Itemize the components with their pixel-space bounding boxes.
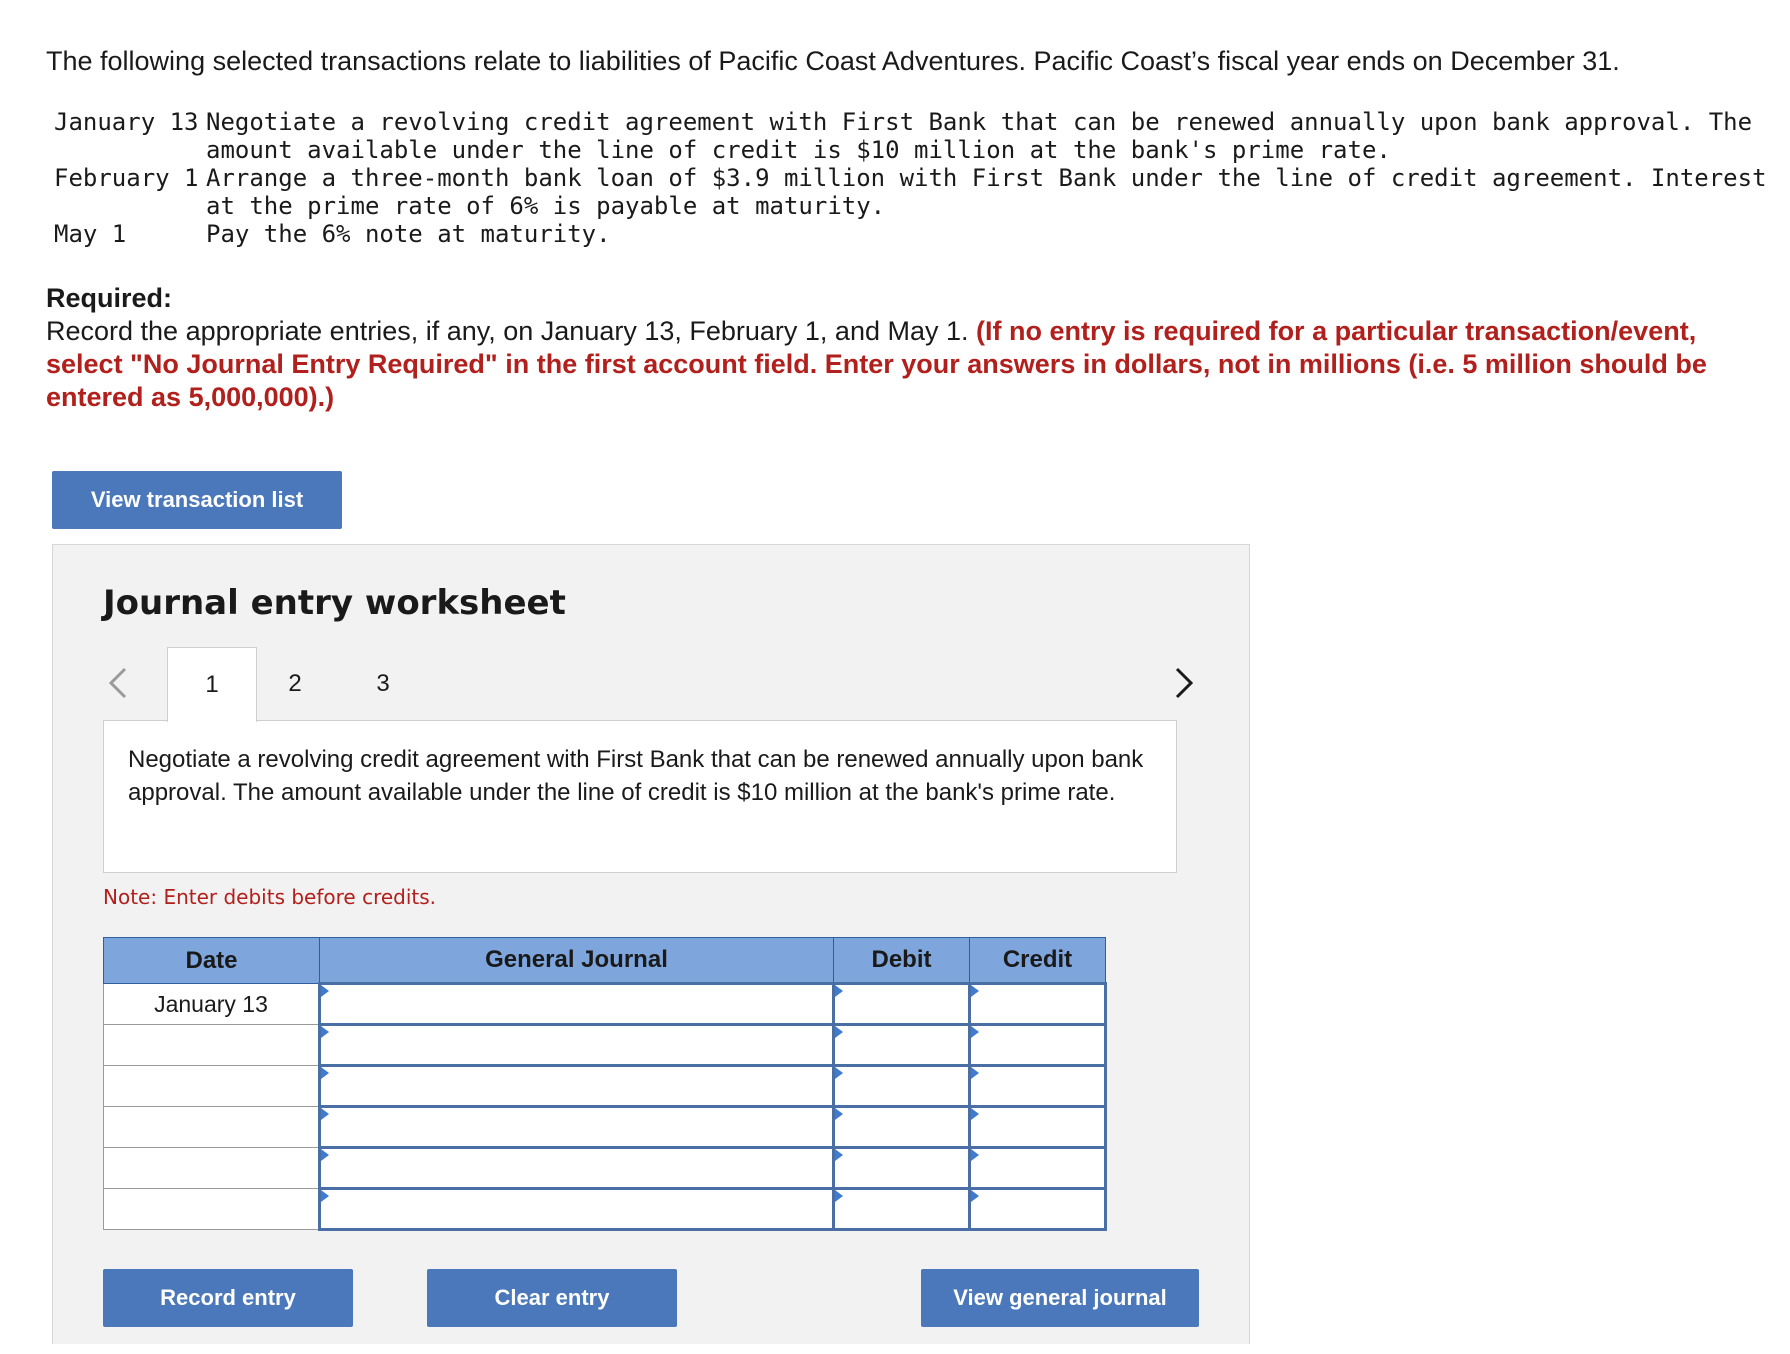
account-input[interactable] <box>320 1025 834 1066</box>
credit-input[interactable] <box>970 1066 1106 1107</box>
tab-2[interactable]: 2 <box>288 670 302 697</box>
debit-input[interactable] <box>834 1107 970 1148</box>
journal-table <box>103 937 1107 1231</box>
credit-input[interactable] <box>970 1025 1106 1066</box>
transaction-description: Arrange a three-month bank loan of $3.9 million with First Bank under the line of credit agreement. Interest at the prime rate of 6% is payable at maturity. <box>206 164 1767 220</box>
credit-input[interactable] <box>970 1148 1106 1189</box>
chevron-left-icon[interactable] <box>107 665 129 708</box>
clear-entry-button[interactable]: Clear entry <box>427 1269 677 1327</box>
table-row <box>104 1189 1106 1230</box>
table-row <box>104 1066 1106 1107</box>
credit-input[interactable] <box>970 1107 1106 1148</box>
transaction-date: May 1 <box>54 220 127 248</box>
journal-entry-worksheet <box>52 544 1250 1344</box>
tab-3[interactable]: 3 <box>376 670 390 697</box>
chevron-right-icon[interactable] <box>1173 665 1195 708</box>
credit-input[interactable] <box>970 1189 1106 1230</box>
table-row <box>104 1025 1106 1066</box>
tab-1[interactable]: 1 <box>167 647 257 722</box>
debit-input[interactable] <box>834 1189 970 1230</box>
required-heading: Required: <box>46 283 173 313</box>
transaction-list <box>54 108 1776 248</box>
transaction-description: Pay the 6% note at maturity. <box>206 220 611 248</box>
journal-header-row <box>104 938 1106 984</box>
debit-input[interactable] <box>834 984 970 1025</box>
table-row <box>104 1107 1106 1148</box>
transaction-date: February 1 <box>54 164 199 192</box>
account-input[interactable] <box>320 1148 834 1189</box>
intro-text: The following selected transactions relate to liabilities of Pacific Coast Adventures. Pacific Coast’s fiscal year ends on December 31. <box>46 46 1620 76</box>
date-cell <box>104 1189 320 1230</box>
column-header-debit: Debit <box>834 938 970 984</box>
column-header-general-journal: General Journal <box>320 938 834 984</box>
account-input[interactable] <box>320 1066 834 1107</box>
date-cell <box>104 1107 320 1148</box>
date-cell <box>104 1148 320 1189</box>
worksheet-title: Journal entry worksheet <box>103 583 566 623</box>
date-cell <box>104 1025 320 1066</box>
date-cell <box>104 1066 320 1107</box>
column-header-date: Date <box>104 938 320 984</box>
column-header-credit: Credit <box>970 938 1106 984</box>
transaction-row <box>54 220 1776 248</box>
required-instruction: Record the appropriate entries, if any, on January 13, February 1, and May 1. <box>46 316 969 346</box>
account-input[interactable] <box>320 1189 834 1230</box>
record-entry-button[interactable]: Record entry <box>103 1269 353 1327</box>
view-general-journal-button[interactable]: View general journal <box>921 1269 1199 1327</box>
debit-input[interactable] <box>834 1066 970 1107</box>
debit-input[interactable] <box>834 1148 970 1189</box>
table-row <box>104 1148 1106 1189</box>
transaction-description: Negotiate a revolving credit agreement with First Bank that can be renewed annually upon bank approval. The amount available under the line of credit is $10 million at the bank's prime rate. <box>206 108 1753 164</box>
transaction-date: January 13 <box>54 108 199 136</box>
entry-note: Note: Enter debits before credits. <box>103 885 437 909</box>
required-note: (If no entry is required for a particular transaction/event, select "No Journal Entry Required" in the first account field. Enter your answers in dollars, not in millions (i.e. 5 million should be entered as 5,000,000).) <box>46 316 1707 412</box>
transaction-description-box: Negotiate a revolving credit agreement with First Bank that can be renewed annually upon bank approval. The amount available under the line of credit is $10 million at the bank's prime rate. <box>103 720 1177 873</box>
account-input[interactable] <box>320 984 834 1025</box>
account-input[interactable] <box>320 1107 834 1148</box>
transaction-row <box>54 108 1776 164</box>
table-row <box>104 984 1106 1025</box>
transaction-row <box>54 164 1776 220</box>
debit-input[interactable] <box>834 1025 970 1066</box>
required-text <box>46 315 1746 414</box>
view-transaction-list-button[interactable]: View transaction list <box>52 471 342 529</box>
date-cell: January 13 <box>104 984 320 1025</box>
credit-input[interactable] <box>970 984 1106 1025</box>
